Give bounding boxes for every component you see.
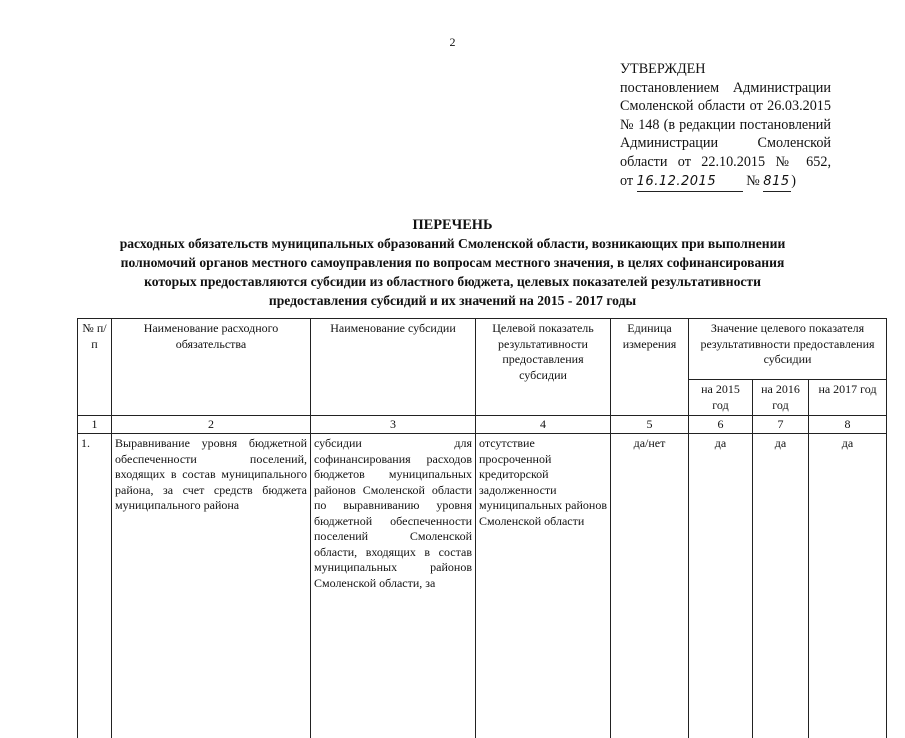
- approval-line: № 148 (в редакции постановлений: [620, 116, 831, 135]
- handwritten-number: 815: [763, 174, 789, 189]
- closing-paren: ): [791, 173, 796, 189]
- title-line: которых предоставляются субсидии из областного бюджета, целевых показателей результативности: [40, 273, 865, 292]
- column-number: 7: [753, 416, 809, 434]
- header-2016: на 2016 год: [753, 380, 809, 416]
- column-number: 6: [689, 416, 753, 434]
- title-line: предоставления субсидий и их значений на 2015 - 2017 годы: [40, 292, 865, 311]
- row-2017: да: [809, 434, 887, 738]
- number-sign: №: [746, 173, 760, 189]
- row-indicator: отсутствие просроченной кредиторской задолженности муниципальных районов Смоленской области: [476, 434, 611, 738]
- header-indicator: Целевой показатель результативности предоставления субсидии: [476, 319, 611, 416]
- row-subsidy: субсидии для софинансирования расходов бюджетов муниципальных районов Смоленской области по выравниванию уровня бюджетной обеспеченности поселений Смоленской области, входящих в состав муниципальных районов Смоленской области, за: [311, 434, 476, 738]
- column-number: 1: [78, 416, 112, 434]
- row-2015: да: [689, 434, 753, 738]
- title-line: расходных обязательств муниципальных образований Смоленской области, возникающих при выполнении: [40, 235, 865, 254]
- title-line: полномочий органов местного самоуправления по вопросам местного значения, в целях софинансирования: [40, 254, 865, 273]
- column-number: 4: [476, 416, 611, 434]
- header-obligation: Наименование расходного обязательства: [112, 319, 311, 416]
- approval-line: УТВЕРЖДЕН: [620, 60, 831, 79]
- approval-line: области от 22.10.2015 № 652,: [620, 153, 831, 172]
- approval-line: Администрации Смоленской: [620, 134, 831, 153]
- header-value-group: Значение целевого показателя результативности предоставления субсидии: [689, 319, 887, 380]
- approval-from: от: [620, 173, 633, 189]
- column-number: 3: [311, 416, 476, 434]
- header-2015: на 2015 год: [689, 380, 753, 416]
- header-subsidy: Наименование субсидии: [311, 319, 476, 416]
- column-number: 8: [809, 416, 887, 434]
- approval-line: Смоленской области от 26.03.2015: [620, 97, 831, 116]
- handwritten-date: 16.12.2015: [637, 174, 716, 189]
- column-number-row: [78, 416, 887, 434]
- header-unit: Единица измерения: [611, 319, 689, 416]
- row-num: 1.: [78, 434, 112, 738]
- page-number: 2: [0, 35, 905, 50]
- approval-last-line: [620, 172, 831, 193]
- row-obligation: Выравнивание уровня бюджетной обеспеченности поселений, входящих в состав муниципального района, за счет средств бюджета муниципального района: [112, 434, 311, 738]
- title-main: ПЕРЕЧЕНЬ: [40, 216, 865, 235]
- column-number: 5: [611, 416, 689, 434]
- table-row: [78, 434, 887, 738]
- row-2016: да: [753, 434, 809, 738]
- subsidy-table: [77, 318, 887, 738]
- approval-stamp: [620, 60, 831, 192]
- header-num: № п/п: [78, 319, 112, 416]
- approval-line: постановлением Администрации: [620, 79, 831, 98]
- header-2017: на 2017 год: [809, 380, 887, 416]
- column-number: 2: [112, 416, 311, 434]
- document-title: [40, 216, 865, 311]
- row-unit: да/нет: [611, 434, 689, 738]
